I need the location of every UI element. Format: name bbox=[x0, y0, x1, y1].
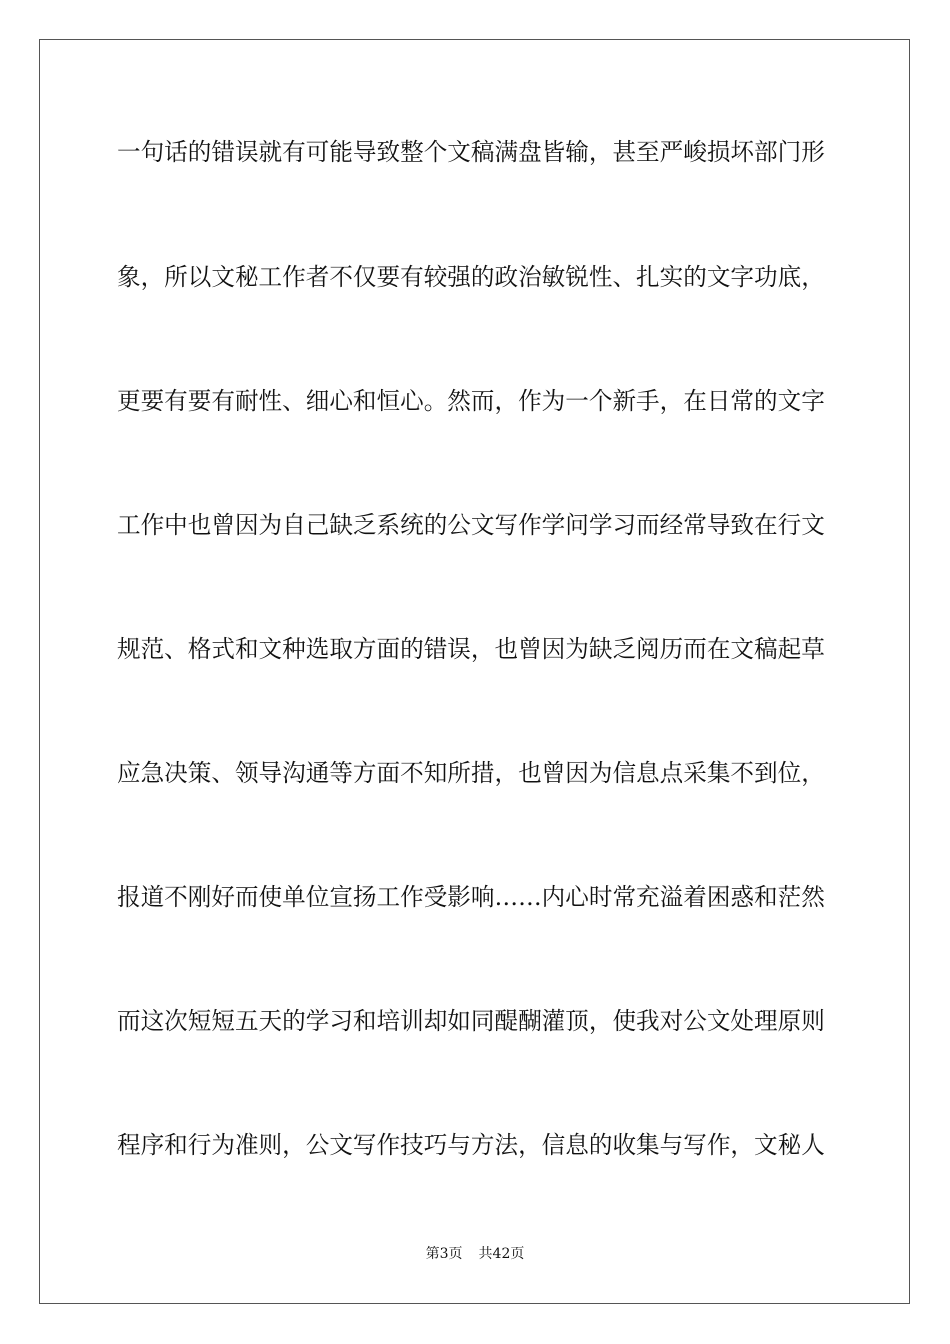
text-line: 程序和行为准则，公文写作技巧与方法，信息的收集与写作，文秘人 bbox=[117, 1131, 825, 1159]
page-footer bbox=[0, 1244, 950, 1264]
text-line: 应急决策、领导沟通等方面不知所措，也曾因为信息点采集不到位， bbox=[117, 759, 825, 787]
text-line: 象，所以文秘工作者不仅要有较强的政治敏锐性、扎实的文字功底， bbox=[117, 263, 825, 291]
text-line: 一句话的错误就有可能导致整个文稿满盘皆输，甚至严峻损坏部门形 bbox=[117, 138, 825, 166]
text-line: 而这次短短五天的学习和培训却如同醍醐灌顶，使我对公文处理原则 bbox=[117, 1007, 825, 1035]
page-border bbox=[39, 39, 910, 1304]
text-line: 报道不刚好而使单位宣扬工作受影响……内心时常充溢着困惑和茫然 bbox=[117, 883, 825, 911]
total-pages: 共42页 bbox=[478, 1246, 525, 1262]
text-line: 规范、格式和文种选取方面的错误，也曾因为缺乏阅历而在文稿起草 bbox=[117, 635, 825, 663]
text-line: 工作中也曾因为自己缺乏系统的公文写作学问学习而经常导致在行文 bbox=[117, 511, 825, 539]
text-line: 更要有要有耐性、细心和恒心。然而，作为一个新手，在日常的文字 bbox=[117, 387, 825, 415]
current-page-number: 第3页 bbox=[425, 1246, 463, 1262]
